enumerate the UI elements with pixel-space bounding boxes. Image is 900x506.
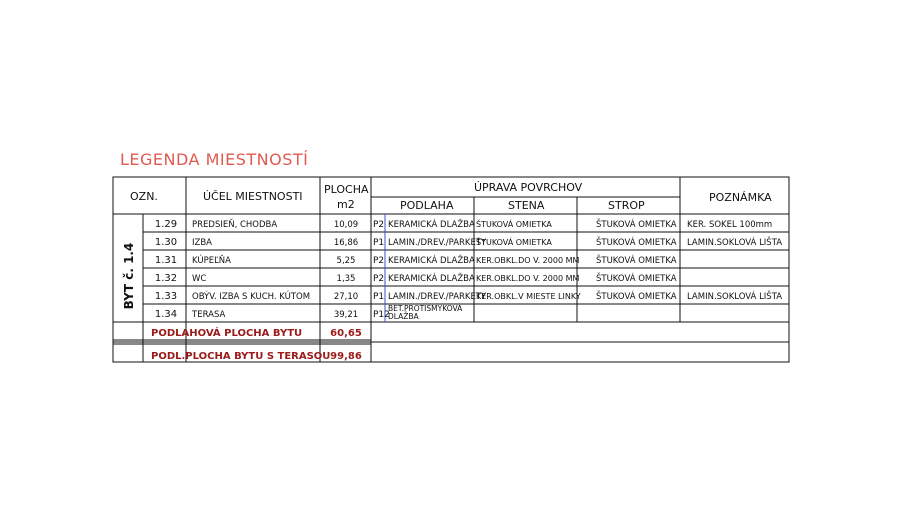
room-name: IZBA	[192, 238, 212, 248]
table-row	[155, 304, 463, 321]
floor-code: P1	[373, 238, 385, 248]
header-strop: STROP	[608, 199, 645, 212]
floor-code: P2	[373, 220, 385, 230]
room-rows	[155, 218, 782, 321]
header-plocha: PLOCHA	[324, 183, 369, 196]
total-label: PODLAHOVÁ PLOCHA BYTU	[151, 328, 303, 339]
total-value: 99,86	[330, 351, 362, 362]
floor-code: P12	[373, 310, 390, 320]
room-area: 10,09	[333, 220, 359, 230]
ceiling-finish: ŠTUKOVÁ OMIETKA	[596, 220, 677, 230]
room-name: TERASA	[192, 310, 226, 320]
room-number: 1.31	[154, 255, 178, 266]
ceiling-finish: ŠTUKOVÁ OMIETKA	[596, 238, 677, 248]
room-area: 16,86	[333, 238, 359, 248]
floor-code: P2	[373, 274, 385, 284]
total-row	[151, 326, 362, 339]
header-ozn: OZN.	[130, 190, 158, 203]
wall-finish: KER.OBKL.DO V. 2000 MM	[476, 274, 580, 283]
legend-title: LEGENDA MIESTNOSTÍ	[120, 150, 309, 169]
room-area: 39,21	[333, 310, 359, 320]
header-podlaha: PODLAHA	[400, 199, 454, 212]
room-name: KÚPEĽŇA	[192, 256, 231, 266]
floor-code: P1	[373, 292, 385, 302]
total-row	[151, 351, 362, 362]
total-value: 60,65	[330, 328, 362, 339]
room-name: WC	[192, 274, 207, 284]
header-plocha-unit: m2	[337, 198, 355, 211]
room-note: LAMIN.SOKLOVÁ LIŠTA	[687, 238, 783, 248]
total-label: PODL.PLOCHA BYTU S TERASOU	[151, 351, 331, 362]
floor-finish: LAMIN./DREV./PARKETY	[388, 238, 487, 248]
room-area: 27,10	[333, 292, 359, 302]
ceiling-finish: ŠTUKOVÁ OMIETKA	[596, 274, 677, 284]
room-number: 1.34	[154, 309, 178, 320]
header-poznamka: POZNÁMKA	[709, 191, 772, 204]
floor-finish: KERAMICKÁ DLAŽBA	[388, 256, 475, 266]
room-note: KER. SOKEL 100mm	[687, 220, 773, 230]
wall-finish: ŠTUKOVÁ OMIETKA	[476, 220, 552, 229]
floor-finish: BET.PROTIŠMYKOVÁ	[388, 304, 463, 313]
header-ucel: ÚČEL MIESTNOSTI	[203, 190, 303, 203]
table-row	[155, 254, 677, 266]
room-name: OBÝV. IZBA S KUCH. KÚTOM	[192, 292, 311, 302]
floor-finish-line2: DLAŽBA	[388, 312, 419, 321]
wall-finish: ŠTUKOVÁ OMIETKA	[476, 238, 552, 247]
ceiling-finish: ŠTUKOVÁ OMIETKA	[596, 292, 677, 302]
table-row	[155, 272, 677, 284]
floor-finish: KERAMICKÁ DLAŽBA	[388, 220, 475, 230]
room-area: 5,25	[336, 256, 356, 266]
room-area: 1,35	[336, 274, 356, 284]
wall-finish: KER.OBKL.V MIESTE LINKY	[476, 292, 581, 301]
room-note: LAMIN.SOKLOVÁ LIŠTA	[687, 292, 783, 302]
header-stena: STENA	[508, 199, 545, 212]
room-number: 1.29	[154, 219, 178, 230]
floor-code: P2	[373, 256, 385, 266]
table-row	[155, 290, 782, 302]
header-uprava: ÚPRAVA POVRCHOV	[474, 181, 583, 194]
wall-finish: KER.OBKL.DO V. 2000 MM	[476, 256, 580, 265]
room-number: 1.30	[154, 237, 178, 248]
floor-finish: KERAMICKÁ DLAŽBA	[388, 274, 475, 284]
floor-finish: LAMIN./DREV./PARKETY	[388, 292, 487, 302]
room-name: PREDSIEŇ, CHODBA	[192, 220, 278, 230]
table-row	[155, 236, 782, 248]
ceiling-finish: ŠTUKOVÁ OMIETKA	[596, 256, 677, 266]
unit-label: BYT č. 1.4	[122, 242, 136, 310]
room-number: 1.32	[154, 273, 178, 284]
room-number: 1.33	[154, 291, 178, 302]
